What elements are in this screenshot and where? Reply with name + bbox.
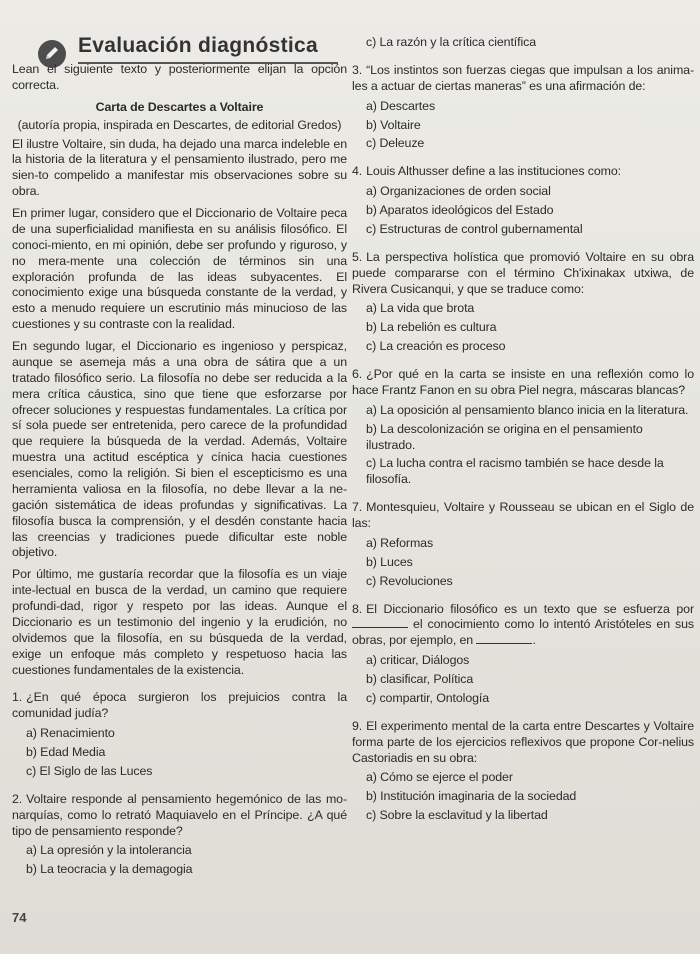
option-b[interactable]: b) Institución imaginaria de la sociedad: [366, 789, 577, 804]
letter-source: (autoría propia, inspirada en Descartes, de editorial Gredos): [17, 117, 342, 132]
question-text: La perspectiva holística que promovió Voltaire en su obra puede compararse con el término Ch'ixinakax utxiwa, de Rivera Cusicanqui, y que se traduce como:: [352, 249, 694, 296]
letter-paragraph-2: En primer lugar, considero que el Diccionario de Voltaire peca de una superficialidad manifiesta en su análisis filosófico. El conoci-miento, en mi opinión, debe ser profundo y riguroso, y no mera-mente una colección de términos sin una exploración profunda de las ideas subyacentes. El conocimiento exige una búsqueda constante de la verdad, y esto a menudo requiere un escrutinio más minucioso de las cuestiones y su contraste con la realidad.: [12, 206, 347, 332]
question-9-options: [352, 770, 694, 824]
question-text: Voltaire responde al pensamiento hegemónico de las mo-narquías, como lo retrató Maquiavelo en el Príncipe. ¿A qué tipo de pensamiento responde?: [12, 791, 347, 838]
option-a[interactable]: a) La oposición al pensamiento blanco inicia en la literatura.: [366, 402, 689, 417]
option-a[interactable]: a) Descartes: [366, 98, 436, 113]
option-c[interactable]: c) Sobre la esclavitud y la libertad: [366, 808, 548, 823]
question-text-mid: el conocimiento como lo intentó Aristóteles en sus obras, por ejemplo, en: [352, 617, 695, 648]
question-6: [352, 367, 694, 399]
option-b[interactable]: b) La rebelión es cultura: [366, 320, 497, 335]
question-5: [352, 250, 694, 298]
question-text: El experimento mental de la carta entre Descartes y Voltaire forma parte de los ejercicios reflexivos que propone Cor-nelius Castoriadis en su obra:: [352, 718, 694, 765]
letter-paragraph-4: Por último, me gustaría recordar que la filosofía es un viaje inte-lectual en busca de la verdad, un camino que requiere profundi-dad, rigor y respeto por las ideas. Aunque el Diccionario es un testimonio del ingenio y la erudición, no olvidemos que la filosofía, en su búsqueda de la verdad, exige un enfoque más completo y respetuoso hacia las cuestiones fundamentales de la existencia.: [12, 567, 347, 677]
question-number: 2.: [12, 791, 23, 806]
question-number: 8.: [352, 601, 363, 616]
letter-title: Carta de Descartes a Voltaire: [95, 99, 264, 114]
question-number: 1.: [12, 690, 23, 705]
question-number: 3.: [352, 62, 363, 77]
page-title: Evaluación diagnóstica: [78, 34, 318, 57]
left-column: [12, 52, 347, 882]
question-4-options: [352, 184, 694, 238]
right-column: [352, 32, 694, 828]
question-3-options: [352, 99, 694, 153]
question-1: [12, 690, 347, 722]
question-text: ¿Por qué en la carta se insiste en una reflexión como lo hace Frantz Fanon en su obra Piel negra, máscaras blancas?: [352, 367, 694, 397]
question-text: “Los instintos son fuerzas ciegas que impulsan a los anima-les a actuar de ciertas maneras” es una afirmación de:: [352, 62, 694, 93]
page-number: 74: [12, 910, 27, 925]
option-a[interactable]: a) Reformas: [366, 535, 434, 550]
option-b[interactable]: b) La descolonización se origina en el pensamiento ilustrado.: [366, 421, 643, 452]
option-c[interactable]: c) La lucha contra el racismo también se hace desde la filosofía.: [366, 456, 664, 487]
question-text: ¿En qué época surgieron los prejuicios contra la comunidad judía?: [12, 690, 347, 721]
question-2: [12, 792, 347, 840]
question-8: [352, 602, 694, 650]
option-b[interactable]: b) Voltaire: [366, 117, 421, 132]
option-a[interactable]: a) Cómo se ejerce el poder: [366, 770, 513, 785]
fill-in-blank-1[interactable]: [352, 617, 408, 628]
question-2-options-continued: [352, 35, 694, 51]
question-2-options: [12, 843, 347, 878]
question-text-before: El Diccionario filosófico es un texto que se esfuerza por: [366, 601, 694, 616]
option-c[interactable]: c) compartir, Ontología: [366, 690, 490, 705]
question-text-end: .: [532, 633, 536, 648]
question-1-options: [12, 726, 347, 780]
option-b[interactable]: b) clasificar, Política: [366, 672, 474, 686]
option-b[interactable]: b) Edad Media: [26, 745, 106, 759]
instructions: Lean el siguiente texto y posteriormente elijan la opción correcta.: [12, 62, 347, 92]
question-6-options: [352, 403, 694, 488]
option-a[interactable]: a) Organizaciones de orden social: [366, 184, 551, 199]
option-c[interactable]: c) La creación es proceso: [366, 339, 506, 354]
letter-paragraph-1: El ilustre Voltaire, sin duda, ha dejado una marca indeleble en la historia de la literatura y el pensamiento ilustrado, pero me sien-to compelido a manifestar mis observaciones sobre su obra.: [12, 136, 347, 199]
question-number: 4.: [352, 164, 363, 179]
question-number: 5.: [352, 249, 363, 264]
question-number: 7.: [352, 500, 363, 515]
option-a[interactable]: a) La vida que brota: [366, 301, 475, 316]
question-number: 9.: [352, 718, 363, 733]
option-a[interactable]: a) criticar, Diálogos: [366, 653, 470, 668]
question-text: Montesquieu, Voltaire y Rousseau se ubican en el Siglo de las:: [352, 500, 694, 530]
question-text: Louis Althusser define a las instituciones como:: [366, 164, 621, 179]
option-c[interactable]: c) Estructuras de control gubernamental: [366, 221, 583, 236]
option-c[interactable]: c) La razón y la crítica científica: [366, 35, 537, 49]
option-a[interactable]: a) La opresión y la intolerancia: [26, 843, 192, 858]
option-b[interactable]: b) Luces: [366, 554, 413, 569]
question-number: 6.: [352, 367, 363, 381]
question-7: [352, 500, 694, 532]
fill-in-blank-2[interactable]: [476, 633, 532, 644]
question-8-options: [352, 653, 694, 707]
question-7-options: [352, 536, 694, 590]
option-b[interactable]: b) Aparatos ideológicos del Estado: [366, 203, 554, 217]
letter-paragraph-3: En segundo lugar, el Diccionario es ingenioso y perspicaz, aunque se asemeja más a una obra de sátira que a un tratado filosófico serio. La filosofía no debe ser reducida a la mera crítica cáustica, sino que tiene que esforzarse por ofrecer soluciones y respuestas fundamentales. La crítica por sí sola puede ser entretenida, pero carece de la profundidad que requiere la búsqueda de la verdad. Además, Voltaire muestra una actitud escéptica y cínica hacia cuestiones esenciales, como la religión. Si bien el escepticismo es una herramienta valiosa en la filosofía, no debe llevar a la ne-gación sistemática de ideas profundas y significativas. La filosofía busca la comprensión, y el desdén constante hacia las creencias y tradiciones puede dificultar este noble objetivo.: [12, 339, 347, 560]
option-b[interactable]: b) La teocracia y la demagogia: [26, 862, 193, 877]
option-a[interactable]: a) Renacimiento: [26, 726, 115, 741]
question-3: [352, 63, 694, 95]
question-4: [352, 164, 694, 180]
option-c[interactable]: c) El Siglo de las Luces: [26, 763, 153, 778]
option-c[interactable]: c) Revoluciones: [366, 573, 453, 588]
question-5-options: [352, 301, 694, 355]
option-c[interactable]: c) Deleuze: [366, 136, 425, 151]
question-9: [352, 719, 694, 767]
